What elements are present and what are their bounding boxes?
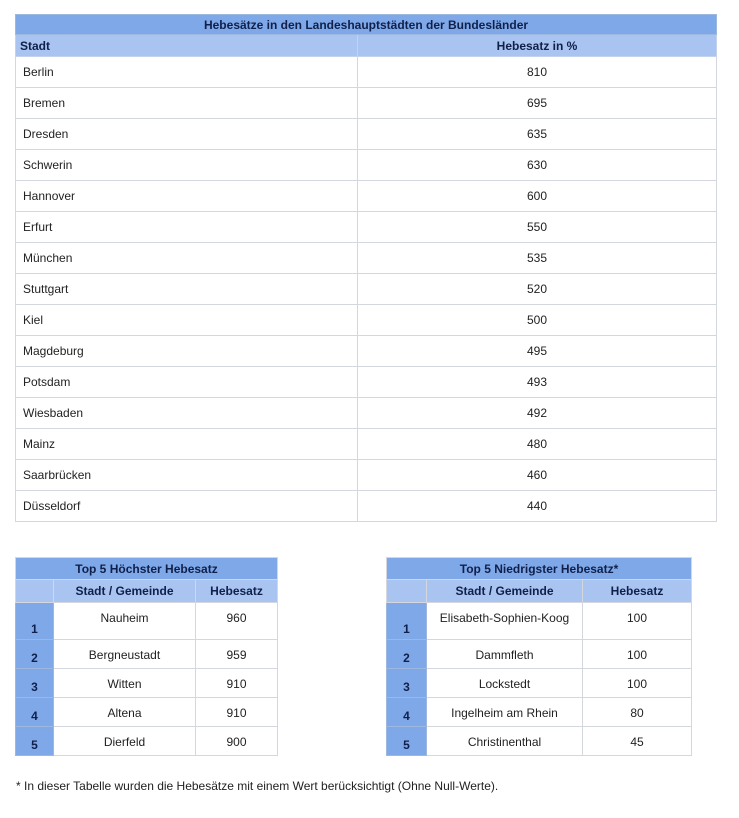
name-cell: Lockstedt — [427, 669, 583, 698]
rank-cell: 2 — [387, 640, 427, 669]
rate-cell: 550 — [358, 212, 717, 243]
table-title: Top 5 Niedrigster Hebesatz* — [387, 558, 692, 580]
table-row — [16, 603, 278, 640]
column-header-name: Stadt / Gemeinde — [54, 580, 196, 603]
city-cell: Schwerin — [16, 150, 358, 181]
table-row — [16, 460, 717, 491]
rate-cell: 635 — [358, 119, 717, 150]
table-row — [16, 398, 717, 429]
table-row — [387, 669, 692, 698]
city-cell: Erfurt — [16, 212, 358, 243]
column-header-rate: Hebesatz — [583, 580, 692, 603]
table-row — [16, 727, 278, 756]
rank-cell: 3 — [16, 669, 54, 698]
name-cell: Elisabeth-Sophien-Koog — [427, 603, 583, 640]
rate-cell: 45 — [583, 727, 692, 756]
column-header-rank — [387, 580, 427, 603]
city-cell: Magdeburg — [16, 336, 358, 367]
table-row — [16, 57, 717, 88]
rate-cell: 695 — [358, 88, 717, 119]
city-cell: Bremen — [16, 88, 358, 119]
table-row — [16, 274, 717, 305]
name-cell: Nauheim — [54, 603, 196, 640]
rate-cell: 910 — [196, 669, 278, 698]
name-cell: Bergneustadt — [54, 640, 196, 669]
city-cell: Düsseldorf — [16, 491, 358, 522]
rate-cell: 520 — [358, 274, 717, 305]
table-row — [16, 367, 717, 398]
rate-cell: 535 — [358, 243, 717, 274]
rate-cell: 500 — [358, 305, 717, 336]
rate-cell: 480 — [358, 429, 717, 460]
column-header-rate: Hebesatz — [196, 580, 278, 603]
city-cell: Stuttgart — [16, 274, 358, 305]
city-cell: Hannover — [16, 181, 358, 212]
city-cell: Berlin — [16, 57, 358, 88]
name-cell: Christinenthal — [427, 727, 583, 756]
rate-cell: 100 — [583, 669, 692, 698]
name-cell: Altena — [54, 698, 196, 727]
table-title-row — [16, 15, 717, 35]
table-row — [16, 491, 717, 522]
rank-cell: 2 — [16, 640, 54, 669]
city-cell: Mainz — [16, 429, 358, 460]
city-cell: Kiel — [16, 305, 358, 336]
table-row — [16, 181, 717, 212]
table-row — [16, 429, 717, 460]
rate-cell: 492 — [358, 398, 717, 429]
city-cell: Saarbrücken — [16, 460, 358, 491]
rate-cell: 80 — [583, 698, 692, 727]
table-row — [387, 640, 692, 669]
rate-cell: 600 — [358, 181, 717, 212]
table-row — [387, 603, 692, 640]
table-title-row — [16, 558, 278, 580]
table-row — [16, 88, 717, 119]
table-row — [16, 336, 717, 367]
rate-cell: 810 — [358, 57, 717, 88]
rate-cell: 493 — [358, 367, 717, 398]
footnote: * In dieser Tabelle wurden die Hebesätze mit einem Wert berücksichtigt (Ohne Null-Werte). — [16, 779, 499, 793]
table-header-row — [16, 35, 717, 57]
city-cell: Potsdam — [16, 367, 358, 398]
city-cell: Dresden — [16, 119, 358, 150]
top5-highest-table — [15, 557, 278, 756]
name-cell: Dammfleth — [427, 640, 583, 669]
rate-cell: 100 — [583, 640, 692, 669]
table-row — [16, 669, 278, 698]
name-cell: Ingelheim am Rhein — [427, 698, 583, 727]
rank-cell: 1 — [387, 603, 427, 640]
column-header-rank — [16, 580, 54, 603]
name-cell: Witten — [54, 669, 196, 698]
rank-cell: 5 — [16, 727, 54, 756]
rank-cell: 4 — [16, 698, 54, 727]
rank-cell: 3 — [387, 669, 427, 698]
city-cell: München — [16, 243, 358, 274]
table-row — [387, 698, 692, 727]
table-row — [16, 119, 717, 150]
table-row — [387, 727, 692, 756]
table-row — [16, 698, 278, 727]
rate-cell: 959 — [196, 640, 278, 669]
rate-cell: 910 — [196, 698, 278, 727]
table-header-row — [387, 580, 692, 603]
table-title-row — [387, 558, 692, 580]
table-row — [16, 305, 717, 336]
city-cell: Wiesbaden — [16, 398, 358, 429]
rank-cell: 4 — [387, 698, 427, 727]
table-title: Hebesätze in den Landeshauptstädten der Bundesländer — [16, 15, 717, 35]
rate-cell: 900 — [196, 727, 278, 756]
table-row — [16, 640, 278, 669]
rank-cell: 5 — [387, 727, 427, 756]
rate-cell: 495 — [358, 336, 717, 367]
rate-cell: 630 — [358, 150, 717, 181]
name-cell: Dierfeld — [54, 727, 196, 756]
rate-cell: 100 — [583, 603, 692, 640]
rank-cell: 1 — [16, 603, 54, 640]
table-row — [16, 150, 717, 181]
table-title: Top 5 Höchster Hebesatz — [16, 558, 278, 580]
rate-cell: 440 — [358, 491, 717, 522]
rate-cell: 460 — [358, 460, 717, 491]
capital-cities-table — [15, 14, 717, 522]
column-header-rate: Hebesatz in % — [358, 35, 717, 57]
top5-lowest-table — [386, 557, 692, 756]
table-row — [16, 212, 717, 243]
rate-cell: 960 — [196, 603, 278, 640]
table-header-row — [16, 580, 278, 603]
column-header-name: Stadt / Gemeinde — [427, 580, 583, 603]
column-header-city: Stadt — [16, 35, 358, 57]
table-row — [16, 243, 717, 274]
